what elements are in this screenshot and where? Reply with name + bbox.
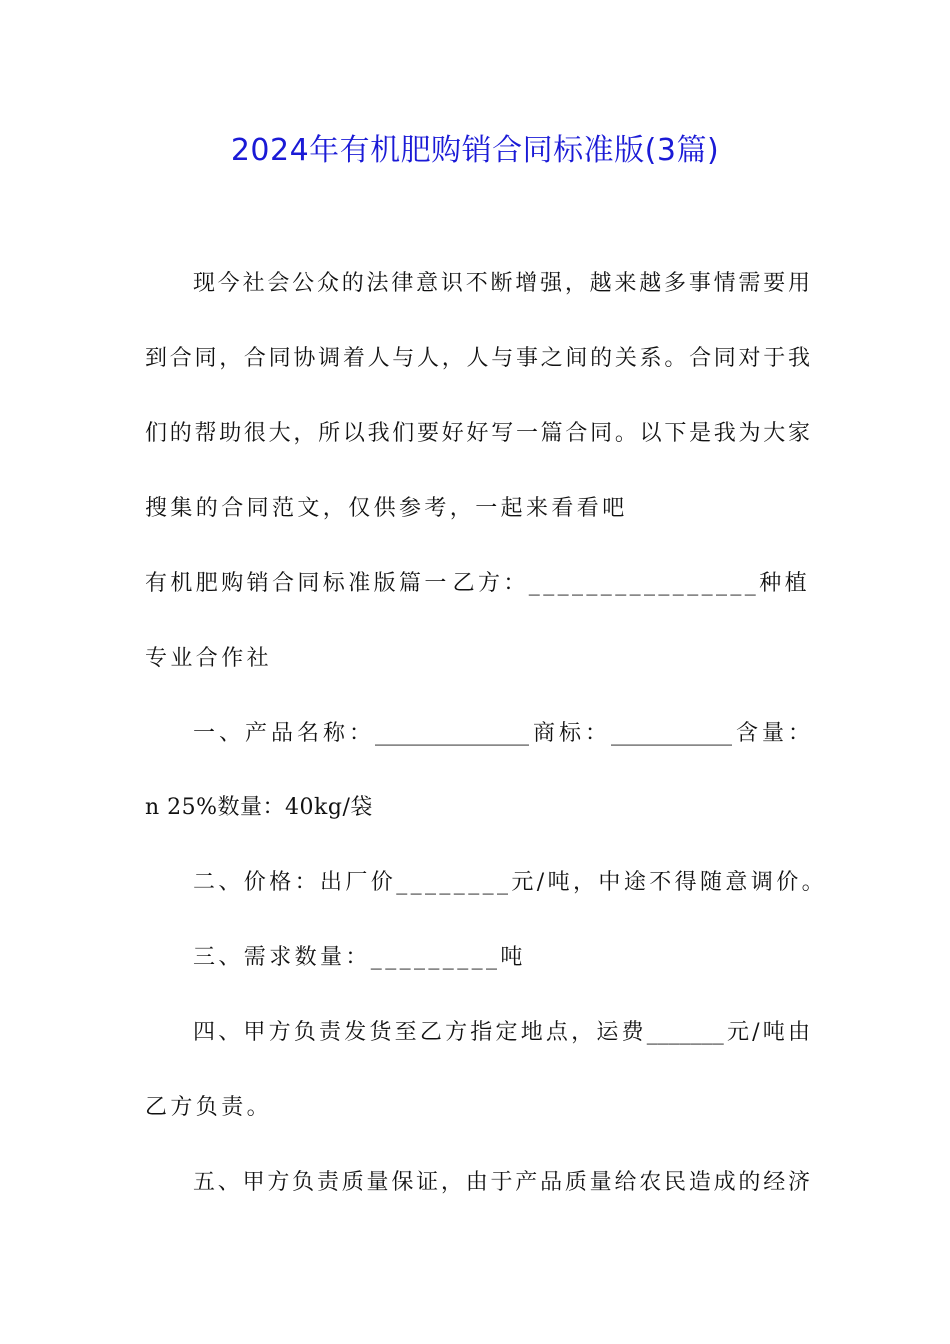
section-heading: 有机肥购销合同标准版篇一 [145,571,450,596]
clause-3: 三、需求数量：_________吨 [193,945,526,970]
clause-4-line-2: 乙方负责。 [145,1095,273,1120]
clause-2: 二、价格：出厂价________元/吨，中途不得随意调价。 [193,870,828,895]
document-title: 2024年有机肥购销合同标准版(3篇) [230,133,720,168]
intro-line-4: 搜集的合同范文，仅供参考，一起来看看吧 [145,496,628,521]
clause-1-line-1: 一、产品名称：______________商标：___________含量： [193,721,810,746]
clause-1-line-2: n 25%数量：40kg/袋 [145,795,373,820]
section-heading-row [145,566,810,602]
intro-line-1: 现今社会公众的法律意识不断增强，越来越多事情需要用 [193,271,810,296]
clause-5-line-1: 五、甲方负责质量保证，由于产品质量给农民造成的经济 [193,1170,810,1195]
party-b-line: 乙方：________________种植 [452,571,810,596]
party-b-continuation: 专业合作社 [145,646,273,671]
clause-4-line-1: 四、甲方负责发货至乙方指定地点，运费_______元/吨由 [193,1020,810,1045]
intro-line-3: 们的帮助很大，所以我们要好好写一篇合同。以下是我为大家 [145,421,810,446]
intro-line-2: 到合同，合同协调着人与人，人与事之间的关系。合同对于我 [145,346,810,371]
